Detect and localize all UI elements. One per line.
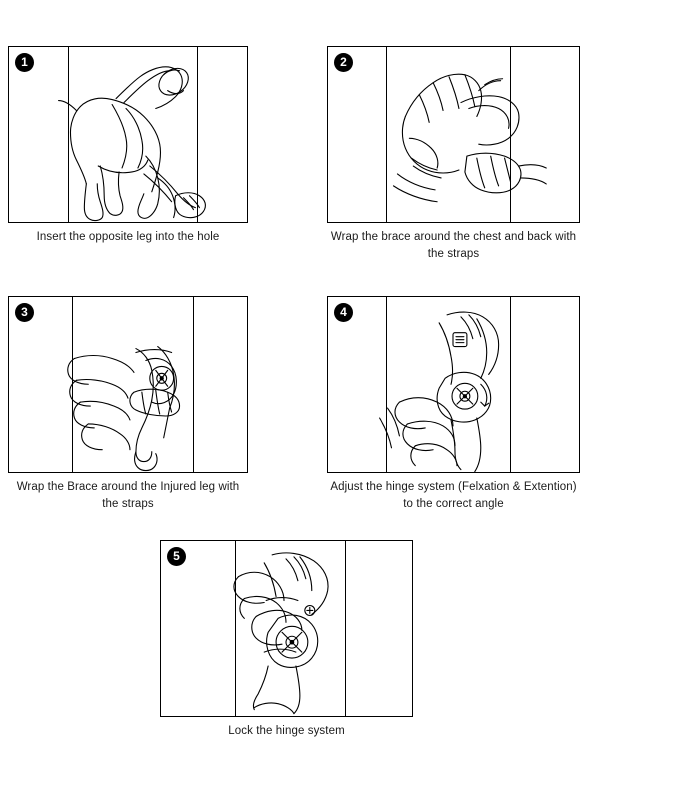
step-4-caption: Adjust the hinge system (Felxation & Extention) to the correct angle [330,481,577,510]
step-1-illustration [9,47,247,223]
step-2-caption: Wrap the brace around the chest and back with the straps [330,231,577,260]
step-3-caption: Wrap the Brace around the Injured leg with the straps [16,481,240,510]
step-2-badge: 2 [334,53,353,72]
step-3-panel [8,296,248,473]
step-5-caption: Lock the hinge system [228,725,345,737]
step-3 [8,296,248,513]
step-1 [8,46,248,246]
step-4-illustration [328,297,579,473]
step-1-panel [8,46,248,223]
step-1-caption: Insert the opposite leg into the hole [36,231,220,243]
step-4 [327,296,580,513]
step-3-illustration [9,297,247,473]
step-4-panel [327,296,580,473]
step-2 [327,46,580,263]
step-2-panel [327,46,580,223]
step-5-illustration [161,541,412,717]
step-4-badge: 4 [334,303,353,322]
step-5 [160,540,413,740]
step-5-panel [160,540,413,717]
step-1-badge: 1 [15,53,34,72]
step-3-badge: 3 [15,303,34,322]
step-5-badge: 5 [167,547,186,566]
step-2-illustration [328,47,579,223]
